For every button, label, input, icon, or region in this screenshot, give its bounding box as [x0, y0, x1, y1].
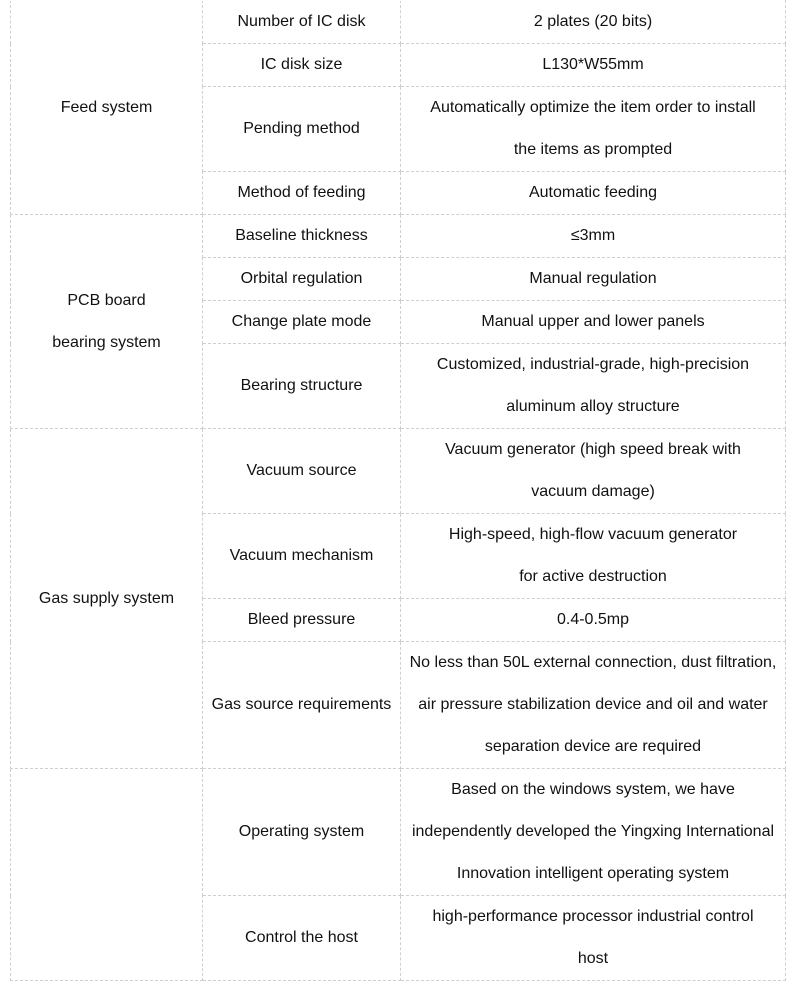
table-row	[11, 769, 786, 896]
specification-table	[10, 0, 786, 981]
value-cell	[401, 514, 786, 599]
parameter-cell: Orbital regulation	[203, 258, 401, 301]
value-line: host	[577, 950, 609, 967]
table-row	[11, 215, 786, 258]
value-line: No less than 50L external connection, dust filtration,	[409, 654, 777, 671]
value-line: Automatically optimize the item order to install	[430, 99, 756, 116]
value-cell	[401, 172, 786, 215]
category-label: Gas supply system	[38, 589, 175, 607]
value-line: Innovation intelligent operating system	[456, 865, 730, 882]
parameter-cell: Gas source requirements	[203, 642, 401, 769]
value-line: air pressure stabilization device and oil and water	[418, 696, 768, 713]
parameter-cell: Bearing structure	[203, 344, 401, 429]
value-line: separation device are required	[484, 738, 702, 755]
category-label: PCB board	[67, 291, 146, 309]
value-line: 2 plates (20 bits)	[533, 13, 653, 30]
table-top-edge	[10, 0, 785, 1]
value-line: vacuum damage)	[531, 483, 655, 500]
parameter-cell: Control the host	[203, 896, 401, 981]
value-cell	[401, 769, 786, 896]
value-cell	[401, 429, 786, 514]
category-cell	[11, 215, 203, 429]
value-cell	[401, 301, 786, 344]
value-cell	[401, 215, 786, 258]
value-cell	[401, 1, 786, 44]
category-cell	[11, 769, 203, 981]
value-line: Automatic feeding	[528, 184, 658, 201]
category-cell	[11, 429, 203, 769]
parameter-cell: Number of IC disk	[203, 1, 401, 44]
value-cell	[401, 87, 786, 172]
value-line: for active destruction	[519, 568, 667, 585]
value-line: ≤3mm	[570, 227, 616, 244]
value-cell	[401, 599, 786, 642]
parameter-cell: Change plate mode	[203, 301, 401, 344]
parameter-cell: Method of feeding	[203, 172, 401, 215]
parameter-cell: Bleed pressure	[203, 599, 401, 642]
value-line: Based on the windows system, we have	[451, 781, 735, 798]
value-cell	[401, 896, 786, 981]
category-cell	[11, 1, 203, 215]
table-row	[11, 429, 786, 514]
value-cell	[401, 44, 786, 87]
parameter-cell: Vacuum mechanism	[203, 514, 401, 599]
value-line: high-performance processor industrial control	[432, 908, 754, 925]
category-label: Feed system	[60, 98, 153, 116]
specification-table-body	[11, 1, 786, 981]
value-line: L130*W55mm	[542, 56, 644, 73]
parameter-cell: Vacuum source	[203, 429, 401, 514]
parameter-cell: IC disk size	[203, 44, 401, 87]
value-line: the items as prompted	[513, 141, 673, 158]
value-line: Manual upper and lower panels	[481, 313, 705, 330]
parameter-cell: Pending method	[203, 87, 401, 172]
value-line: aluminum alloy structure	[506, 398, 680, 415]
value-cell	[401, 258, 786, 301]
category-label: bearing system	[52, 333, 161, 351]
table-row	[11, 1, 786, 44]
value-cell	[401, 642, 786, 769]
value-line: independently developed the Yingxing International	[411, 823, 775, 840]
value-line: High-speed, high-flow vacuum generator	[448, 526, 738, 543]
parameter-cell: Operating system	[203, 769, 401, 896]
parameter-cell: Baseline thickness	[203, 215, 401, 258]
value-line: Vacuum generator (high speed break with	[445, 441, 741, 458]
value-line: 0.4-0.5mp	[556, 611, 630, 628]
value-line: Customized, industrial-grade, high-precision	[436, 356, 750, 373]
value-line: Manual regulation	[529, 270, 657, 287]
value-cell	[401, 344, 786, 429]
